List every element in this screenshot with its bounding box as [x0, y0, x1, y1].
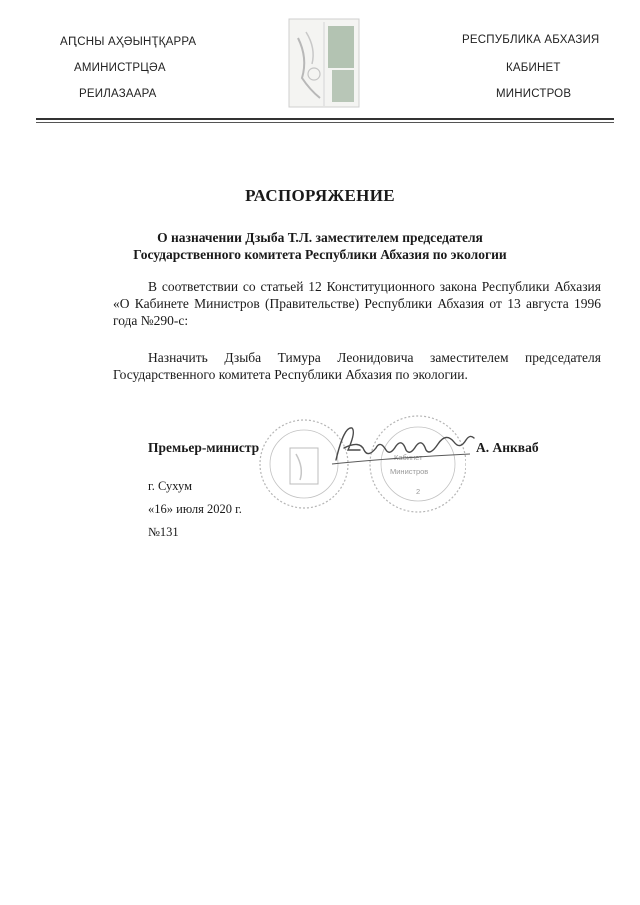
- seal-text-line2: Министров: [390, 467, 429, 476]
- header-divider-thin: [36, 122, 614, 123]
- state-emblem-icon: [288, 18, 360, 110]
- signatory-position: Премьер-министр: [148, 440, 260, 455]
- header-left-line2: АМИНИСТРЦӘА: [74, 62, 166, 74]
- document-place: г. Сухум: [148, 479, 193, 493]
- seal-text-line1: Кабинет: [394, 453, 423, 462]
- header-divider-thick: [36, 118, 614, 120]
- header-right-line2: КАБИНЕТ: [506, 62, 561, 74]
- header-left-line1: АԤСНЫ АҲӘЫНҬҚАРРА: [60, 36, 197, 48]
- header-left-line3: РЕИЛАЗААРА: [79, 88, 157, 100]
- header-right-line1: РЕСПУБЛИКА АБХАЗИЯ: [462, 34, 600, 46]
- document-number: №131: [148, 525, 179, 539]
- subject-line-1: О назначении Дзыба Т.Л. заместителем председателя: [157, 230, 483, 245]
- svg-text:2: 2: [416, 487, 421, 496]
- document-subject: [60, 229, 580, 263]
- header-right-line3: МИНИСТРОВ: [496, 88, 572, 100]
- document-date: «16» июля 2020 г.: [148, 502, 242, 516]
- document-title: РАСПОРЯЖЕНИЕ: [245, 186, 395, 205]
- body-paragraph-2: Назначить Дзыба Тимура Леонидовича заместителем председателя Государственного комитета Республики Абхазия по экологии.: [113, 350, 601, 382]
- subject-line-2: Государственного комитета Республики Абхазия по экологии: [133, 247, 507, 262]
- body-paragraph-1: В соответствии со статьей 12 Конституционного закона Республики Абхазия «О Кабинете Министров (Правительстве) Республики Абхазия от 13 августа 1996 года №290-с:: [113, 279, 601, 328]
- handwritten-signature: [330, 420, 480, 470]
- signatory-name: А. Анкваб: [476, 440, 539, 455]
